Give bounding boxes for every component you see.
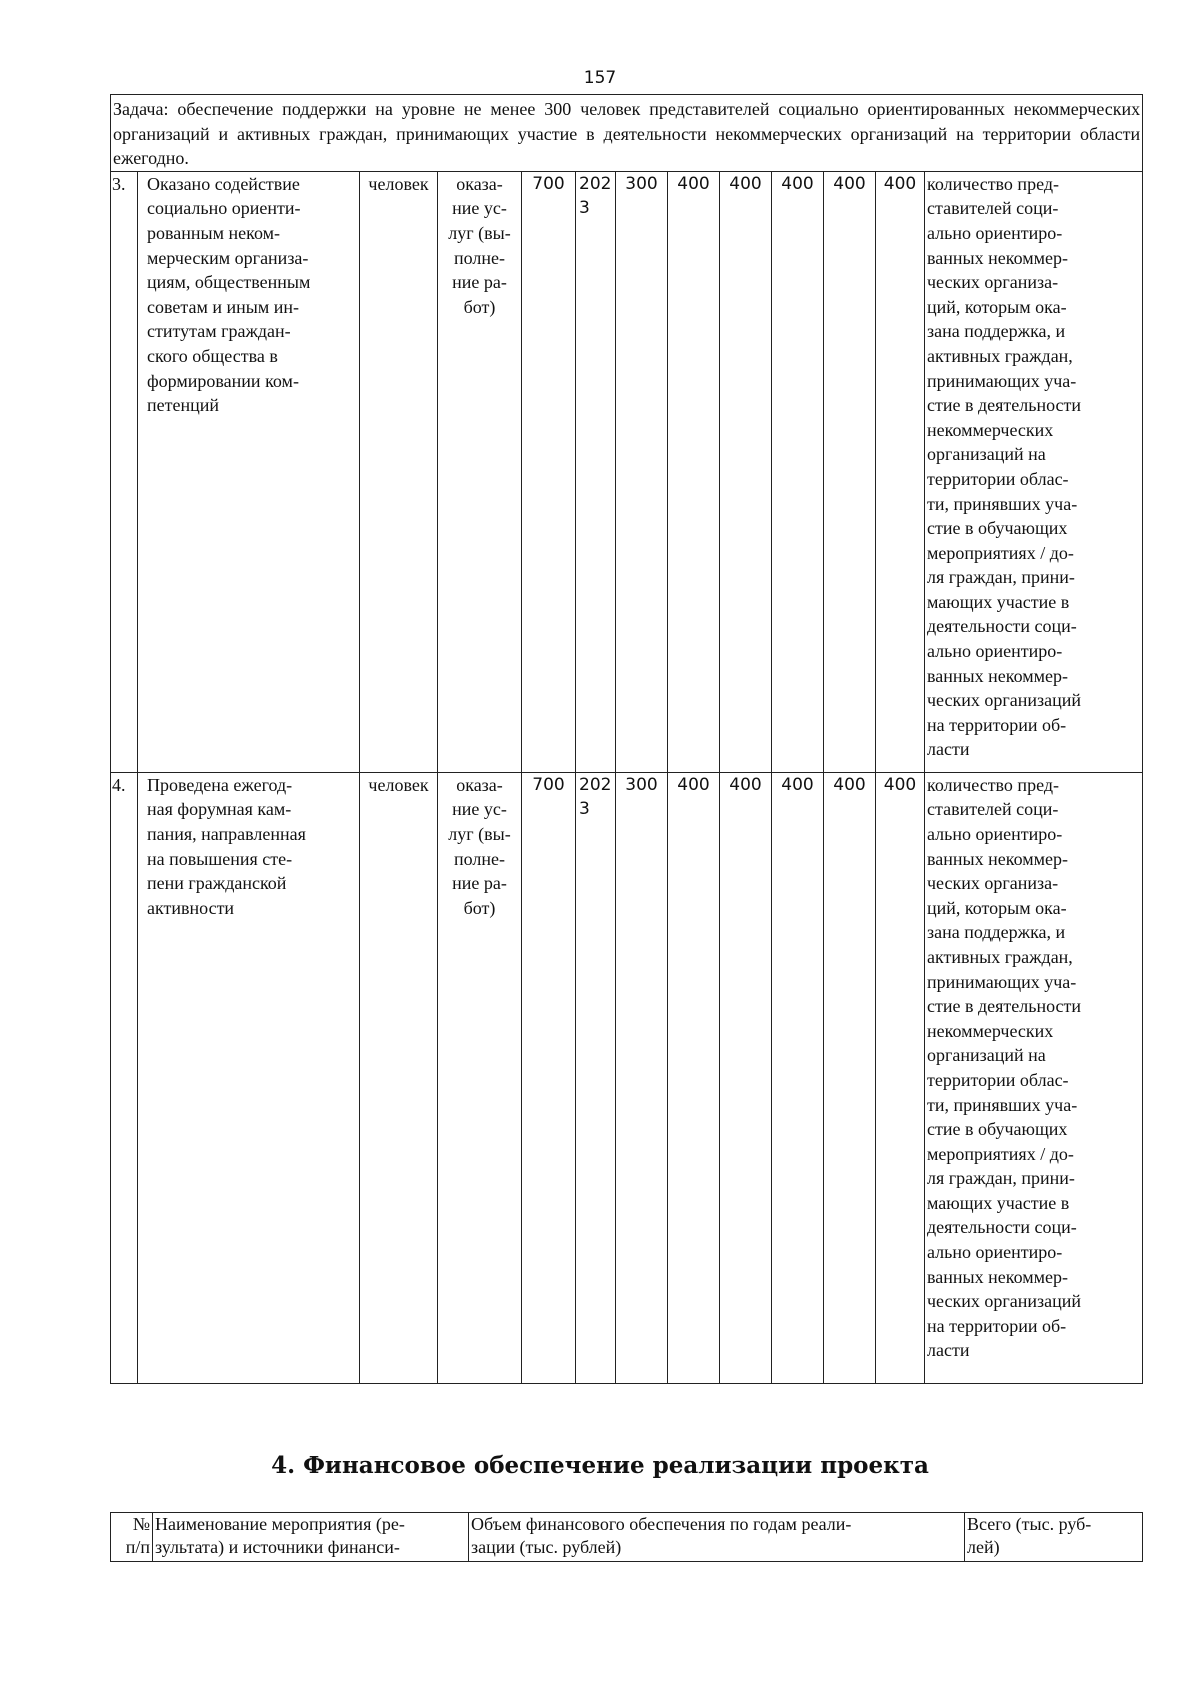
text-line: Наименование мероприятия (ре-	[155, 1514, 405, 1534]
text-line: луг (вы-	[448, 222, 511, 243]
text-line: ческих организа-	[927, 873, 1059, 894]
year-value: 400	[772, 772, 824, 1383]
text-line: циям, общественным	[147, 272, 311, 293]
year-value: 400	[772, 171, 824, 772]
text-line: ально ориентиро-	[927, 222, 1063, 243]
task-row	[111, 95, 1143, 172]
text-line: некоммерческих	[927, 419, 1054, 440]
text-line: оказа-	[456, 774, 503, 795]
text-line: социально ориенти-	[147, 198, 301, 219]
task-text: Задача: обеспечение поддержки на уровне не менее 300 человек представителей социально ориентированных некоммерческих организаций и активных граждан, принимающих участие в деятельности некоммерческих организаций на территории области ежегодно.	[111, 95, 1143, 172]
row-number: 4.	[111, 772, 138, 1383]
text-line: стие в деятельности	[927, 395, 1082, 416]
text-line: ванных некоммер-	[927, 1266, 1068, 1287]
text-line: петенций	[147, 395, 220, 416]
project-results-table	[110, 94, 1143, 1384]
text-line: ласти	[927, 739, 970, 760]
finance-header-volume	[469, 1513, 965, 1562]
text-line: организаций на	[927, 1045, 1046, 1066]
text-line: принимающих уча-	[927, 370, 1077, 391]
text-line: организаций на	[927, 444, 1046, 465]
year-value: 300	[616, 171, 668, 772]
text-line: ти, принявших уча-	[927, 1094, 1078, 1115]
text-line: ально ориентиро-	[927, 641, 1063, 662]
text-line: ского общества в	[147, 345, 278, 366]
result-name	[138, 772, 360, 1383]
text-line: количество пред-	[927, 173, 1059, 194]
finance-header-total	[965, 1513, 1143, 1562]
result-type	[438, 772, 522, 1383]
indicator-description	[925, 772, 1143, 1383]
text-line: ванных некоммер-	[927, 247, 1068, 268]
text-line: ций, которым ока-	[927, 296, 1067, 317]
text-line: принимающих уча-	[927, 971, 1077, 992]
text-line: активных граждан,	[927, 946, 1073, 967]
text-line: бот)	[463, 897, 496, 918]
text-line: территории облас-	[927, 1069, 1069, 1090]
table-row	[111, 772, 1143, 1383]
unit-of-measure: человек	[360, 772, 438, 1383]
text-line: ванных некоммер-	[927, 665, 1068, 686]
text-line: 202	[579, 173, 612, 194]
text-line: деятельности соци-	[927, 616, 1077, 637]
text-line: полне-	[454, 247, 505, 268]
base-value: 700	[522, 772, 576, 1383]
text-line: ческих организаций	[927, 1291, 1081, 1312]
text-line: 3	[579, 198, 590, 219]
text-line: ля граждан, прини-	[927, 1168, 1075, 1189]
row-number: 3.	[111, 171, 138, 772]
table-row	[111, 171, 1143, 772]
finance-header-num	[111, 1513, 153, 1562]
text-line: ставителей соци-	[927, 198, 1059, 219]
text-line: Объем финансового обеспечения по годам реали-	[471, 1514, 852, 1534]
text-line: пени гражданской	[147, 873, 287, 894]
text-line: зана поддержка, и	[927, 922, 1066, 943]
text-line: советам и иным ин-	[147, 296, 299, 317]
text-line: зации (тыс. рублей)	[471, 1537, 622, 1557]
text-line: ставителей соци-	[927, 799, 1059, 820]
text-line: на территории об-	[927, 1315, 1067, 1336]
text-line: рованным неком-	[147, 222, 280, 243]
text-line: ально ориентиро-	[927, 823, 1063, 844]
section-title: 4. Финансовое обеспечение реализации проекта	[271, 1452, 929, 1479]
text-line: полне-	[454, 848, 505, 869]
text-line: стие в деятельности	[927, 996, 1082, 1017]
finance-header-row	[111, 1513, 1143, 1562]
base-value: 700	[522, 171, 576, 772]
text-line: активности	[147, 897, 235, 918]
text-line: лей)	[967, 1537, 1000, 1557]
text-line: мающих участие в	[927, 591, 1070, 612]
result-name	[138, 171, 360, 772]
text-line: 3	[579, 799, 590, 820]
year-value: 400	[720, 772, 772, 1383]
year-value: 400	[824, 171, 876, 772]
text-line: Всего (тыс. руб-	[967, 1514, 1092, 1534]
text-line: стие в обучающих	[927, 1119, 1068, 1140]
year-value: 400	[668, 171, 720, 772]
text-line: 202	[579, 774, 612, 795]
text-line: формировании ком-	[147, 370, 299, 391]
text-line: луг (вы-	[448, 823, 511, 844]
year-value: 400	[876, 772, 925, 1383]
text-line: пания, направленная	[147, 823, 306, 844]
text-line: ститутам граждан-	[147, 321, 291, 342]
unit-of-measure: человек	[360, 171, 438, 772]
year-value: 400	[720, 171, 772, 772]
text-line: Оказано содействие	[147, 173, 300, 194]
text-line: ля граждан, прини-	[927, 567, 1075, 588]
year-value: 400	[824, 772, 876, 1383]
text-line: ние ра-	[452, 272, 507, 293]
text-line: на территории об-	[927, 714, 1067, 735]
text-line: мероприятиях / до-	[927, 1143, 1074, 1164]
text-line: оказа-	[456, 173, 503, 194]
text-line: ние ус-	[452, 198, 507, 219]
result-type	[438, 171, 522, 772]
text-line: ванных некоммер-	[927, 848, 1068, 869]
text-line: стие в обучающих	[927, 518, 1068, 539]
year-value: 400	[876, 171, 925, 772]
text-line: территории облас-	[927, 468, 1069, 489]
text-line: зультата) и источники финанси-	[155, 1537, 400, 1557]
text-line: количество пред-	[927, 774, 1059, 795]
text-line: ческих организаций	[927, 690, 1081, 711]
text-line: ние ра-	[452, 873, 507, 894]
text-line: зана поддержка, и	[927, 321, 1066, 342]
indicator-description	[925, 171, 1143, 772]
page-number: 157	[583, 68, 617, 88]
text-line: ально ориентиро-	[927, 1242, 1063, 1263]
text-line: п/п	[125, 1537, 150, 1557]
text-line: мероприятиях / до-	[927, 542, 1074, 563]
text-line: ние ус-	[452, 799, 507, 820]
text-line: ти, принявших уча-	[927, 493, 1078, 514]
text-line: ческих организа-	[927, 272, 1059, 293]
finance-header-name	[153, 1513, 469, 1562]
text-line: ласти	[927, 1340, 970, 1361]
text-line: мерческим организа-	[147, 247, 309, 268]
text-line: активных граждан,	[927, 345, 1073, 366]
text-line: ций, которым ока-	[927, 897, 1067, 918]
text-line: мающих участие в	[927, 1192, 1070, 1213]
text-line: Проведена ежегод-	[147, 774, 293, 795]
text-line: некоммерческих	[927, 1020, 1054, 1041]
year-value: 300	[616, 772, 668, 1383]
year-value: 400	[668, 772, 720, 1383]
text-line: бот)	[463, 296, 496, 317]
finance-table	[110, 1512, 1143, 1562]
text-line: №	[132, 1514, 150, 1534]
base-year	[576, 171, 616, 772]
base-year	[576, 772, 616, 1383]
text-line: на повышения сте-	[147, 848, 293, 869]
text-line: ная форумная кам-	[147, 799, 292, 820]
text-line: деятельности соци-	[927, 1217, 1077, 1238]
